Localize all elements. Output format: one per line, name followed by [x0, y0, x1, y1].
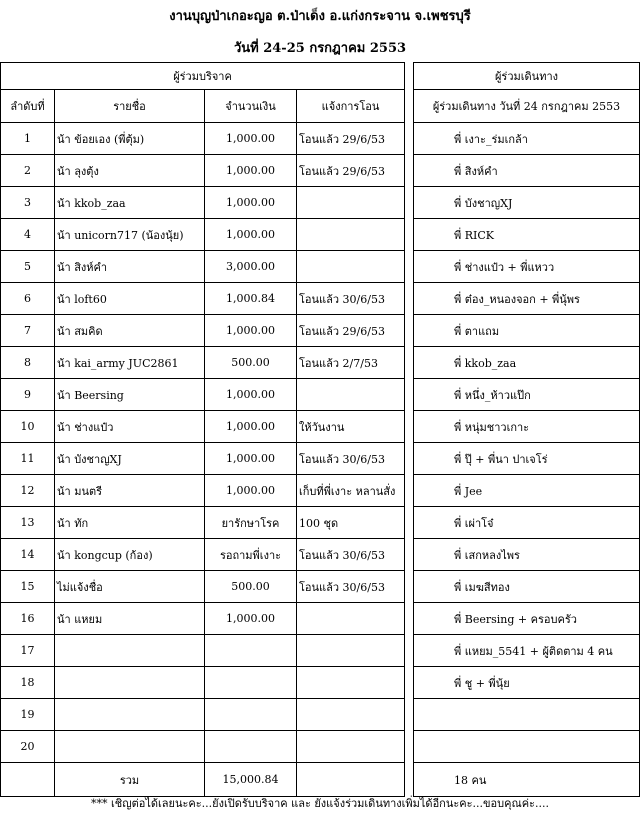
travelers-total: 18 คน [414, 763, 640, 797]
row-number: 2 [1, 155, 55, 187]
traveler-name: พี่ แหยม_5541 + ผู้ติดตาม 4 คน [414, 635, 640, 667]
row-number: 13 [1, 507, 55, 539]
donation-amount: 1,000.00 [205, 475, 297, 507]
col-name: รายชื่อ [55, 90, 205, 123]
traveler-name: พี่ สิงห์คำ [414, 155, 640, 187]
donation-amount: 3,000.00 [205, 251, 297, 283]
transfer-status [297, 187, 405, 219]
table-row [414, 635, 640, 667]
traveler-name: พี่ ต๋อง_หนองจอก + พี่นุ้พร [414, 283, 640, 315]
row-number: 6 [1, 283, 55, 315]
transfer-status [297, 635, 405, 667]
transfer-status [297, 667, 405, 699]
table-row [414, 251, 640, 283]
donor-name: น้า Beersing [55, 379, 205, 411]
table-row [1, 187, 405, 219]
traveler-name: พี่ ช่างแป๋ว + พี่แหวว [414, 251, 640, 283]
donor-name: น้า kongcup (ก้อง) [55, 539, 205, 571]
table-row [414, 507, 640, 539]
table-row [1, 155, 405, 187]
table-row [1, 219, 405, 251]
donation-amount: 1,000.00 [205, 411, 297, 443]
transfer-status: โอนแล้ว 29/6/53 [297, 155, 405, 187]
table-row [1, 699, 405, 731]
row-number: 20 [1, 731, 55, 763]
donor-name: น้า kai_army JUC2861 [55, 347, 205, 379]
donation-amount: 1,000.00 [205, 155, 297, 187]
table-row [414, 219, 640, 251]
traveler-name: พี่ RICK [414, 219, 640, 251]
transfer-status: 100 ชุด [297, 507, 405, 539]
table-row [414, 379, 640, 411]
table-row [414, 603, 640, 635]
donor-name: น้า unicorn717 (น้องนุ้ย) [55, 219, 205, 251]
page-title: งานบุญป่าเกอะญอ ต.ป่าเด็ง อ.แก่งกระจาน จ.เพชรบุรี [169, 9, 471, 24]
donation-amount: 1,000.00 [205, 123, 297, 155]
traveler-name: พี่ Jee [414, 475, 640, 507]
transfer-status: โอนแล้ว 29/6/53 [297, 123, 405, 155]
donors-table [0, 62, 405, 797]
donor-name: น้า ข้อยเอง (พี่ตุ้ม) [55, 123, 205, 155]
traveler-name: พี่ ชู + พี่นุ้ย [414, 667, 640, 699]
table-row [1, 283, 405, 315]
table-row [1, 443, 405, 475]
donation-amount: ยารักษาโรค [205, 507, 297, 539]
donor-name: น้า kkob_zaa [55, 187, 205, 219]
table-row [1, 315, 405, 347]
table-row [1, 667, 405, 699]
table-row [1, 539, 405, 571]
transfer-status [297, 219, 405, 251]
transfer-status [297, 251, 405, 283]
donor-name: น้า ช่างแป๋ว [55, 411, 205, 443]
table-row [414, 347, 640, 379]
row-number: 3 [1, 187, 55, 219]
donation-amount: 500.00 [205, 571, 297, 603]
table-row [414, 123, 640, 155]
table-row [1, 731, 405, 763]
row-number: 11 [1, 443, 55, 475]
table-row [1, 603, 405, 635]
donation-amount: 1,000.84 [205, 283, 297, 315]
traveler-name: พี่ ปุ๊ + พี่นา ปาเจโร่ [414, 443, 640, 475]
donation-amount [205, 667, 297, 699]
traveler-name [414, 731, 640, 763]
traveler-name: พี่ บังชาญXJ [414, 187, 640, 219]
traveler-name: พี่ Beersing + ครอบครัว [414, 603, 640, 635]
traveler-name: พี่ เผ่าโจ๋ [414, 507, 640, 539]
table-row [414, 155, 640, 187]
transfer-status [297, 603, 405, 635]
event-date: วันที่ 24-25 กรกฎาคม 2553 [233, 41, 407, 56]
table-row [1, 411, 405, 443]
donation-amount: 1,000.00 [205, 219, 297, 251]
traveler-name: พี่ หนุ่มชาวเกาะ [414, 411, 640, 443]
donor-name: ไม่แจ้งชื่อ [55, 571, 205, 603]
donation-amount: 500.00 [205, 347, 297, 379]
transfer-status: โอนแล้ว 2/7/53 [297, 347, 405, 379]
footer-note: *** เชิญต่อได้เลยนะคะ...ยังเปิดรับบริจาค และ ยังแจ้งร่วมเดินทางเพิ่มได้อีกนะคะ...ขอบคุณค่ะ.... [91, 797, 549, 810]
total-label: รวม [55, 763, 205, 797]
row-number: 8 [1, 347, 55, 379]
row-number: 4 [1, 219, 55, 251]
traveler-name: พี่ เงาะ_ร่มเกล้า [414, 123, 640, 155]
transfer-status: โอนแล้ว 30/6/53 [297, 283, 405, 315]
transfer-status: โอนแล้ว 30/6/53 [297, 571, 405, 603]
row-number: 5 [1, 251, 55, 283]
donor-name: น้า บังชาญXJ [55, 443, 205, 475]
col-transfer: แจ้งการโอน [297, 90, 405, 123]
transfer-status: โอนแล้ว 29/6/53 [297, 315, 405, 347]
transfer-status: เก็บที่พี่เงาะ หลานสั่ง [297, 475, 405, 507]
transfer-status: ให้วันงาน [297, 411, 405, 443]
traveler-name: พี่ ตาแถม [414, 315, 640, 347]
donor-name [55, 731, 205, 763]
table-row [1, 251, 405, 283]
donation-amount [205, 731, 297, 763]
table-row [414, 187, 640, 219]
table-row [414, 443, 640, 475]
row-number: 10 [1, 411, 55, 443]
table-row [414, 411, 640, 443]
transfer-status: โอนแล้ว 30/6/53 [297, 539, 405, 571]
table-row [414, 731, 640, 763]
donation-amount: 1,000.00 [205, 603, 297, 635]
donation-amount: 1,000.00 [205, 443, 297, 475]
traveler-name: พี่ หนึ่ง_ห้าวแป๊ก [414, 379, 640, 411]
donor-name [55, 699, 205, 731]
donor-name [55, 667, 205, 699]
table-row [1, 379, 405, 411]
donation-amount: 1,000.00 [205, 379, 297, 411]
row-number: 18 [1, 667, 55, 699]
donor-name: น้า สิงห์คำ [55, 251, 205, 283]
table-row [414, 283, 640, 315]
donation-amount: 1,000.00 [205, 315, 297, 347]
traveler-name: พี่ เสกหลงไพร [414, 539, 640, 571]
traveler-name: พี่ เมฆสีทอง [414, 571, 640, 603]
transfer-status [297, 731, 405, 763]
donation-amount [205, 635, 297, 667]
travelers-table [413, 62, 640, 797]
row-number: 19 [1, 699, 55, 731]
donation-amount: รอถามพี่เงาะ [205, 539, 297, 571]
row-number: 1 [1, 123, 55, 155]
table-row [1, 635, 405, 667]
traveler-name: พี่ kkob_zaa [414, 347, 640, 379]
donor-name [55, 635, 205, 667]
transfer-status [297, 699, 405, 731]
travelers-subheader: ผู้ร่วมเดินทาง วันที่ 24 กรกฎาคม 2553 [414, 90, 640, 123]
total-amount: 15,000.84 [205, 763, 297, 797]
table-row [414, 539, 640, 571]
col-no: ลำดับที่ [1, 90, 55, 123]
table-row [1, 475, 405, 507]
table-row [414, 571, 640, 603]
donation-amount: 1,000.00 [205, 187, 297, 219]
table-row [1, 571, 405, 603]
donor-name: น้า ทัก [55, 507, 205, 539]
col-amount: จำนวนเงิน [205, 90, 297, 123]
row-number: 7 [1, 315, 55, 347]
row-number: 14 [1, 539, 55, 571]
donor-name: น้า สมคิด [55, 315, 205, 347]
transfer-status: โอนแล้ว 30/6/53 [297, 443, 405, 475]
donor-name: น้า มนตรี [55, 475, 205, 507]
row-number: 15 [1, 571, 55, 603]
row-number: 9 [1, 379, 55, 411]
donors-header: ผู้ร่วมบริจาค [1, 63, 405, 90]
travelers-header: ผู้ร่วมเดินทาง [414, 63, 640, 90]
donor-name: น้า ลุงตุ้ง [55, 155, 205, 187]
table-row [414, 475, 640, 507]
transfer-status [297, 379, 405, 411]
donation-amount [205, 699, 297, 731]
donor-name: น้า loft60 [55, 283, 205, 315]
table-row [414, 315, 640, 347]
table-row [1, 507, 405, 539]
donor-name: น้า แหยม [55, 603, 205, 635]
row-number: 16 [1, 603, 55, 635]
traveler-name [414, 699, 640, 731]
table-row [414, 667, 640, 699]
table-row [1, 123, 405, 155]
row-number: 12 [1, 475, 55, 507]
row-number: 17 [1, 635, 55, 667]
table-row [1, 347, 405, 379]
table-row [414, 699, 640, 731]
